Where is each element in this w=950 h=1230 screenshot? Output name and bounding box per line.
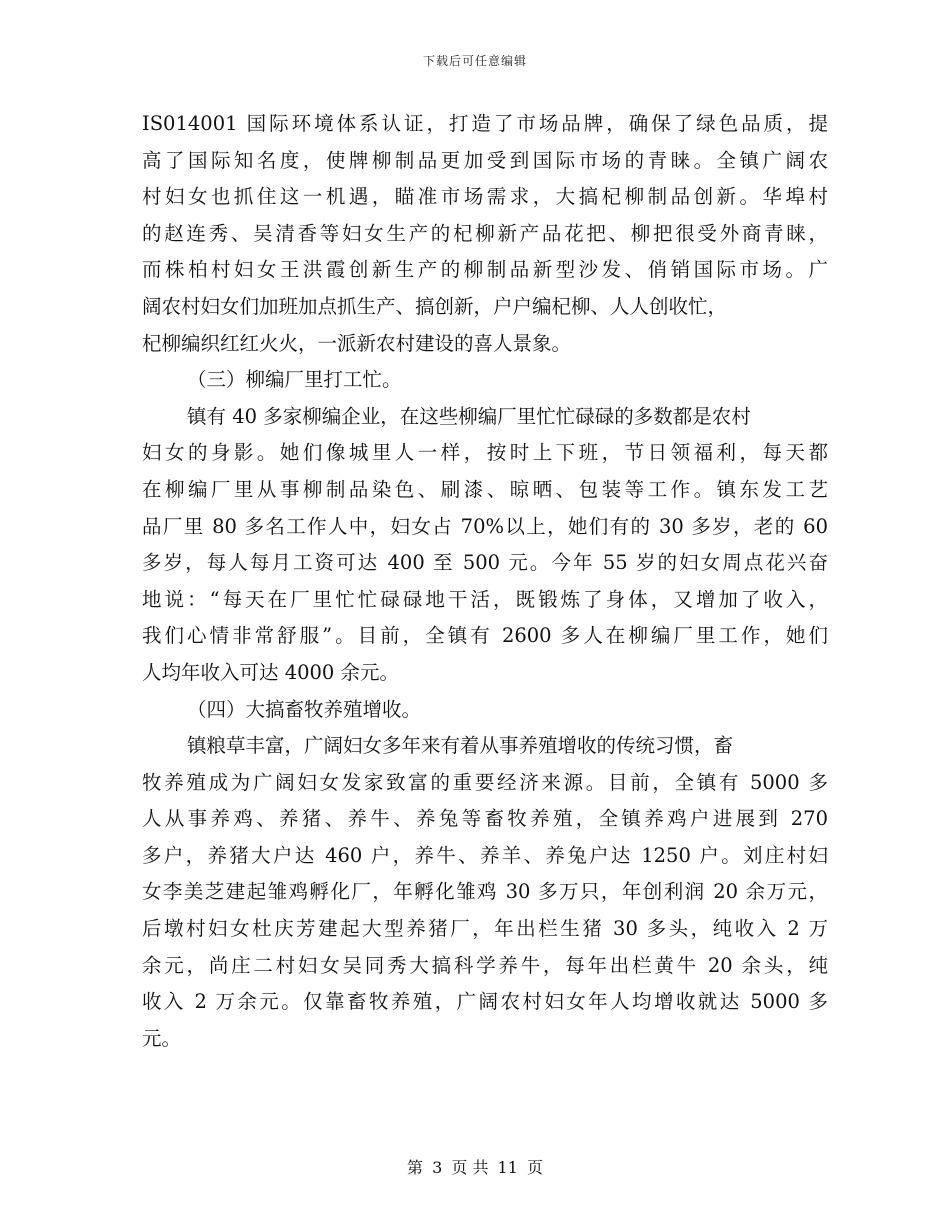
text-line: 人从事养鸡、养猪、养牛、养兔等畜牧养殖，全镇养鸡户进展到 270 (142, 807, 828, 831)
text-line: 在柳编厂里从事柳制品染色、刷漆、晾晒、包装等工作。镇东发工艺 (142, 477, 828, 501)
footer-prefix: 第 (406, 1158, 423, 1177)
text-line: 多户，养猪大户达 460 户，养牛、养羊、养兔户达 1250 户。刘庄村妇 (142, 843, 828, 867)
text-line: （三）柳编厂里打工忙。 (187, 368, 402, 392)
text-line: 多岁，每人每月工资可达 400 至 500 元。今年 55 岁的妇女周点花兴奋 (142, 551, 828, 575)
text-line: 而株柏村妇女王洪霞创新生产的柳制品新型沙发、俏销国际市场。广 (142, 258, 828, 282)
page-header: 下载后可任意编辑 (422, 54, 527, 68)
text-line: 的赵连秀、吴清香等妇女生产的杞柳新产品花把、柳把很受外商青睐， (142, 221, 828, 245)
text-line: 村妇女也抓住这一机遇，瞄准市场需求，大搞杞柳制品创新。华埠村 (142, 185, 828, 209)
footer-middle: 页 共 (451, 1158, 489, 1177)
text-line: 高了国际知名度，使牌柳制品更加受到国际市场的青睐。全镇广阔农 (142, 148, 828, 172)
text-line: IS014001 国际环境体系认证，打造了市场品牌，确保了绿色品质，提 (142, 112, 828, 135)
text-line: 地说：“每天在厂里忙忙碌碌地干活，既锻炼了身体，又增加了收入， (142, 587, 828, 611)
text-line: 人均年收入可达 4000 余元。 (142, 660, 400, 684)
page-footer (0, 1155, 950, 1178)
text-line: 阔农村妇女们加班加点抓生产、搞创新，户户编杞柳、人人创收忙， (142, 294, 728, 318)
text-line: 女李美芝建起雏鸡孵化厂，年孵化雏鸡 30 多万只，年创利润 20 余万元， (142, 880, 828, 904)
text-line: 镇有 40 多家柳编企业，在这些柳编厂里忙忙碌碌的多数都是农村 (187, 404, 751, 428)
text-line: 余元，尚庄二村妇女吴同秀大搞科学养牛，每年出栏黄牛 20 余头，纯 (142, 953, 828, 977)
text-line: （四）大搞畜牧养殖增收。 (187, 697, 422, 721)
text-line: 镇粮草丰富，广阔妇女多年来有着从事养殖增收的传统习惯，畜 (187, 734, 734, 758)
document-body (142, 106, 828, 1057)
footer-suffix: 页 (527, 1158, 544, 1177)
text-line: 元。 (142, 1026, 182, 1050)
text-line: 妇女的身影。她们像城里人一样，按时上下班，节日领福利，每天都 (142, 441, 828, 465)
footer-current-page: 3 (432, 1158, 443, 1177)
text-line: 我们心情非常舒服”。目前，全镇有 2600 多人在柳编厂里工作，她们 (142, 624, 828, 648)
text-line: 收入 2 万余元。仅靠畜牧养殖，广阔农村妇女年人均增收就达 5000 多 (142, 990, 828, 1014)
text-line: 杞柳编织红红火火，一派新农村建设的喜人景象。 (142, 331, 572, 355)
text-line: 牧养殖成为广阔妇女发家致富的重要经济来源。目前，全镇有 5000 多 (142, 770, 828, 794)
text-line: 品厂里 80 多名工作人中，妇女占 70%以上，她们有的 30 多岁，老的 60 (142, 514, 828, 538)
text-line: 后墩村妇女杜庆芳建起大型养猪厂，年出栏生猪 30 多头，纯收入 2 万 (142, 917, 828, 941)
footer-total-pages: 11 (497, 1158, 518, 1177)
